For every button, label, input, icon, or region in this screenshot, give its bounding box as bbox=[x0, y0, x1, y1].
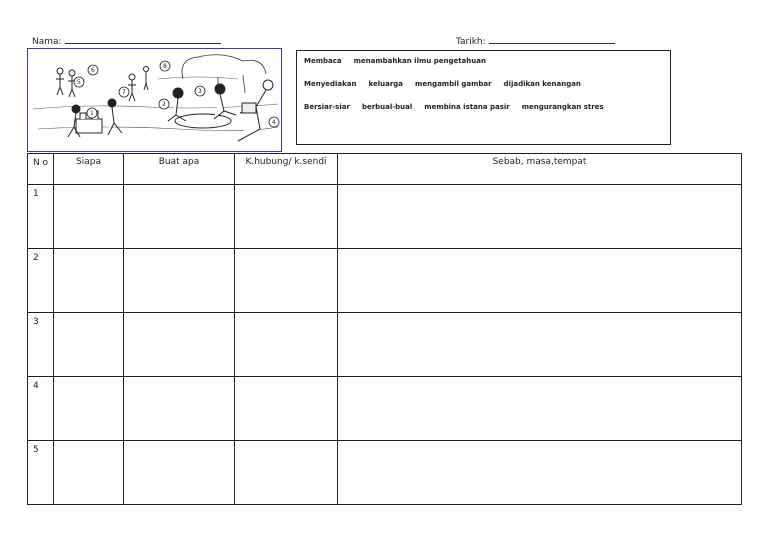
answer-cell[interactable] bbox=[235, 185, 338, 249]
name-field[interactable] bbox=[32, 35, 221, 47]
answer-cell[interactable] bbox=[54, 185, 124, 249]
word-item: dijadikan kenangan bbox=[503, 80, 581, 88]
answer-cell[interactable] bbox=[124, 185, 235, 249]
word-bank-row-2 bbox=[304, 80, 593, 88]
svg-text:1: 1 bbox=[90, 110, 94, 117]
picnic-illustration bbox=[27, 48, 282, 152]
answer-cell[interactable] bbox=[124, 441, 235, 505]
date-blank-line[interactable] bbox=[489, 35, 615, 44]
row-number: 1 bbox=[28, 185, 54, 249]
table-row bbox=[28, 441, 742, 505]
answer-cell[interactable] bbox=[124, 249, 235, 313]
answer-cell[interactable] bbox=[338, 313, 742, 377]
answer-cell[interactable] bbox=[338, 377, 742, 441]
svg-text:2: 2 bbox=[162, 101, 166, 108]
date-field[interactable] bbox=[456, 35, 615, 47]
word-bank bbox=[296, 50, 671, 145]
answer-cell[interactable] bbox=[124, 313, 235, 377]
svg-text:8: 8 bbox=[163, 63, 167, 70]
svg-text:7: 7 bbox=[122, 89, 126, 96]
answer-cell[interactable] bbox=[54, 249, 124, 313]
answer-cell[interactable] bbox=[124, 377, 235, 441]
header-no: N o bbox=[28, 154, 54, 185]
answer-cell[interactable] bbox=[338, 185, 742, 249]
answer-cell[interactable] bbox=[338, 441, 742, 505]
svg-text:4: 4 bbox=[272, 119, 276, 126]
answer-cell[interactable] bbox=[54, 441, 124, 505]
name-blank-line[interactable] bbox=[65, 35, 221, 44]
table-row bbox=[28, 313, 742, 377]
answer-cell[interactable] bbox=[54, 313, 124, 377]
word-item: mengambil gambar bbox=[415, 80, 492, 88]
word-bank-row-3 bbox=[304, 103, 616, 111]
answer-cell[interactable] bbox=[235, 313, 338, 377]
answer-cell[interactable] bbox=[54, 377, 124, 441]
word-item: menambahkan ilmu pengetahuan bbox=[353, 57, 486, 65]
answer-cell[interactable] bbox=[235, 249, 338, 313]
row-number: 5 bbox=[28, 441, 54, 505]
word-item: mengurangkan stres bbox=[521, 103, 604, 111]
header-sebab: Sebab, masa,tempat bbox=[338, 154, 742, 185]
svg-text:3: 3 bbox=[198, 88, 202, 95]
svg-text:6: 6 bbox=[91, 67, 95, 74]
table-row bbox=[28, 249, 742, 313]
table-row bbox=[28, 185, 742, 249]
answer-cell[interactable] bbox=[235, 377, 338, 441]
answer-cell[interactable] bbox=[338, 249, 742, 313]
header-khubung: K.hubung/ k.sendi bbox=[235, 154, 338, 185]
answer-table bbox=[27, 153, 742, 505]
svg-text:5: 5 bbox=[77, 79, 81, 86]
row-number: 2 bbox=[28, 249, 54, 313]
row-number: 3 bbox=[28, 313, 54, 377]
date-label: Tarikh: bbox=[456, 37, 486, 47]
header-siapa: Siapa bbox=[54, 154, 124, 185]
word-item: berbual-bual bbox=[361, 103, 413, 111]
row-number: 4 bbox=[28, 377, 54, 441]
word-item: membina istana pasir bbox=[424, 103, 510, 111]
word-item: Bersiar-siar bbox=[304, 103, 350, 111]
word-item: keluarga bbox=[368, 80, 404, 88]
word-item: Menyediakan bbox=[304, 80, 357, 88]
name-label: Nama: bbox=[32, 37, 62, 47]
picnic-scene-icon bbox=[28, 49, 282, 152]
header-buat-apa: Buat apa bbox=[124, 154, 235, 185]
word-bank-row-1 bbox=[304, 57, 498, 65]
answer-cell[interactable] bbox=[235, 441, 338, 505]
word-item: Membaca bbox=[304, 57, 342, 65]
table-header-row bbox=[28, 154, 742, 185]
table-row bbox=[28, 377, 742, 441]
